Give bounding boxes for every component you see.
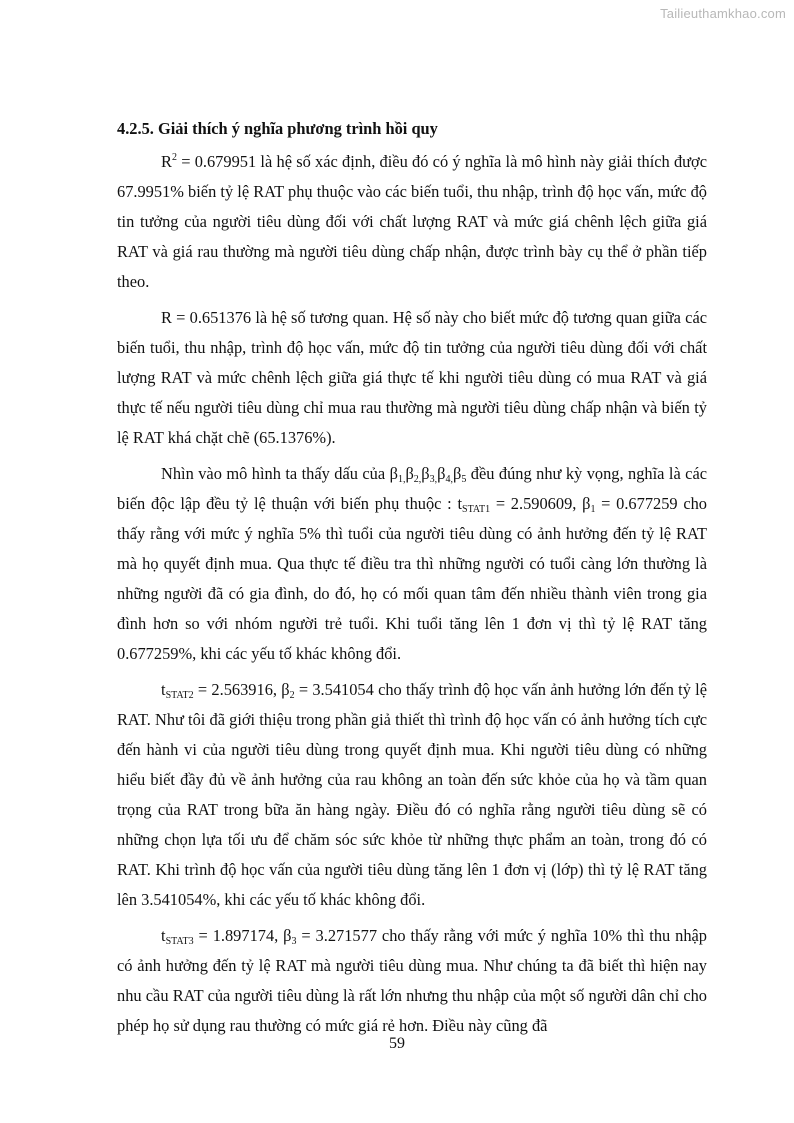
tstat3-subscript: STAT3 [165, 936, 194, 947]
paragraph-correlation [117, 303, 707, 453]
paragraph-mid: đều đúng như kỳ vọng, nghĩa là các biến độc lập đều tỷ lệ thuận với biến phụ thuộc : t [117, 464, 707, 513]
beta-3-symbol: β [421, 464, 430, 483]
r2-symbol: R [161, 152, 172, 171]
r2-superscript: 2 [171, 152, 177, 163]
paragraph-rest: = 0.677259 cho thấy rằng với mức ý nghĩa 5% thì tuổi của người tiêu dùng có ảnh hưởng đến tỷ lệ RAT mà họ quyết định mua. Qua thực tế điều tra thì những người có tuổi càng lớn thường là những người đã có gia đình, do đó, họ có mối quan tâm đến nhiều thành viên trong gia đình hơn so với nhóm người trẻ tuổi. Khi tuổi tăng lên 1 đơn vị thì tỷ lệ RAT tăng 0.677259%, khi các yếu tố khác không đổi. [117, 494, 707, 663]
paragraph-rest: = 3.541054 cho thấy trình độ học vấn ảnh hưởng lớn đến tỷ lệ RAT. Như tôi đã giới thiệu trong phần giả thiết thì trình độ học vấn có ảnh hưởng tích cực đến hành vi của người tiêu dùng trong quyết định mua. Khi người tiêu dùng có những hiểu biết đầy đủ về ảnh hưởng của rau không an toàn đến sức khỏe của họ và tầm quan trọng của RAT trong bữa ăn hàng ngày. Điều đó có nghĩa rằng người tiêu dùng sẽ có những chọn lựa tối ưu để chăm sóc sức khỏe từ những thực phẩm an toàn, trong đó có RAT. Khi trình độ học vấn của người tiêu dùng tăng lên 1 đơn vị (lớp) thì tỷ lệ RAT tăng lên 3.541054%, khi các yếu tố khác không đổi. [117, 680, 707, 909]
beta-2-subscript: 2, [413, 474, 422, 485]
beta-4-subscript: 4, [445, 474, 453, 485]
t-symbol: t [161, 926, 166, 945]
document-body [117, 114, 707, 1047]
beta-symbol: β [283, 926, 292, 945]
paragraph-text: R = 0.651376 là hệ số tương quan. Hệ số này cho biết mức độ tương quan giữa các biến tuổi, thu nhập, trình độ học vấn, mức độ tin tưởng của người tiêu dùng đối với chất lượng RAT và mức chênh lệch giữa giá thực tế khi người tiêu dùng có mua RAT và giá thực tế nếu người tiêu dùng chỉ mua rau thường mà người tiêu dùng chấp nhận và biến tỷ lệ RAT khá chặt chẽ (65.1376%). [117, 308, 707, 447]
beta-1-symbol: β [389, 464, 398, 483]
paragraph-lead: Nhìn vào mô hình ta thấy dấu của [161, 464, 390, 483]
beta-subscript: 3 [291, 936, 297, 947]
beta-5-symbol: β [452, 464, 462, 483]
beta-subscript: 1 [590, 504, 596, 515]
paragraph-text: = 0.679951 là hệ số xác định, điều đó có ý nghĩa là mô hình này giải thích được 67.9951% biến tỷ lệ RAT phụ thuộc vào các biến tuổi, thu nhập, trình độ học vấn, mức độ tin tưởng của người tiêu dùng đối với chất lượng RAT và mức giá chênh lệch giữa giá RAT và giá rau thường mà người tiêu dùng chấp nhận, được trình bày cụ thể ở phần tiếp theo. [117, 152, 707, 291]
paragraph-education [117, 675, 707, 915]
watermark: Tailieuthamkhao.com [660, 6, 786, 21]
tstat1-subscript: STAT1 [462, 504, 491, 515]
section-heading: 4.2.5. Giải thích ý nghĩa phương trình hồi quy [117, 119, 438, 138]
paragraph-r-squared [117, 147, 707, 297]
tstat2-subscript: STAT2 [165, 690, 194, 701]
beta-2-symbol: β [405, 464, 414, 483]
beta-symbol: β [582, 494, 591, 513]
tstat2-value: = 2.563916, [193, 680, 282, 699]
paragraph-income [117, 921, 707, 1041]
paragraph-rest: = 3.271577 cho thấy rằng với mức ý nghĩa 10% thì thu nhập có ảnh hưởng đến tỷ lệ RAT mà người tiêu dùng mua. Như chúng ta đã biết thì hiện nay nhu cầu RAT của người tiêu dùng là rất lớn nhưng thu nhập của một số người dân chỉ cho phép họ sử dụng rau thường có mức giá rẻ hơn. Điều này cũng đã [117, 926, 707, 1035]
beta-4-symbol: β [437, 464, 446, 483]
beta-3-subscript: 3, [429, 474, 438, 485]
tstat1-value: = 2.590609, [490, 494, 583, 513]
beta-1-subscript: 1, [397, 474, 406, 485]
paragraph-signs-age [117, 459, 707, 669]
beta-symbol: β [281, 680, 290, 699]
tstat3-value: = 1.897174, [193, 926, 284, 945]
t-symbol: t [161, 680, 166, 699]
page-number: 59 [389, 1035, 405, 1052]
beta-subscript: 2 [289, 690, 295, 701]
beta-5-subscript: 5 [461, 474, 467, 485]
